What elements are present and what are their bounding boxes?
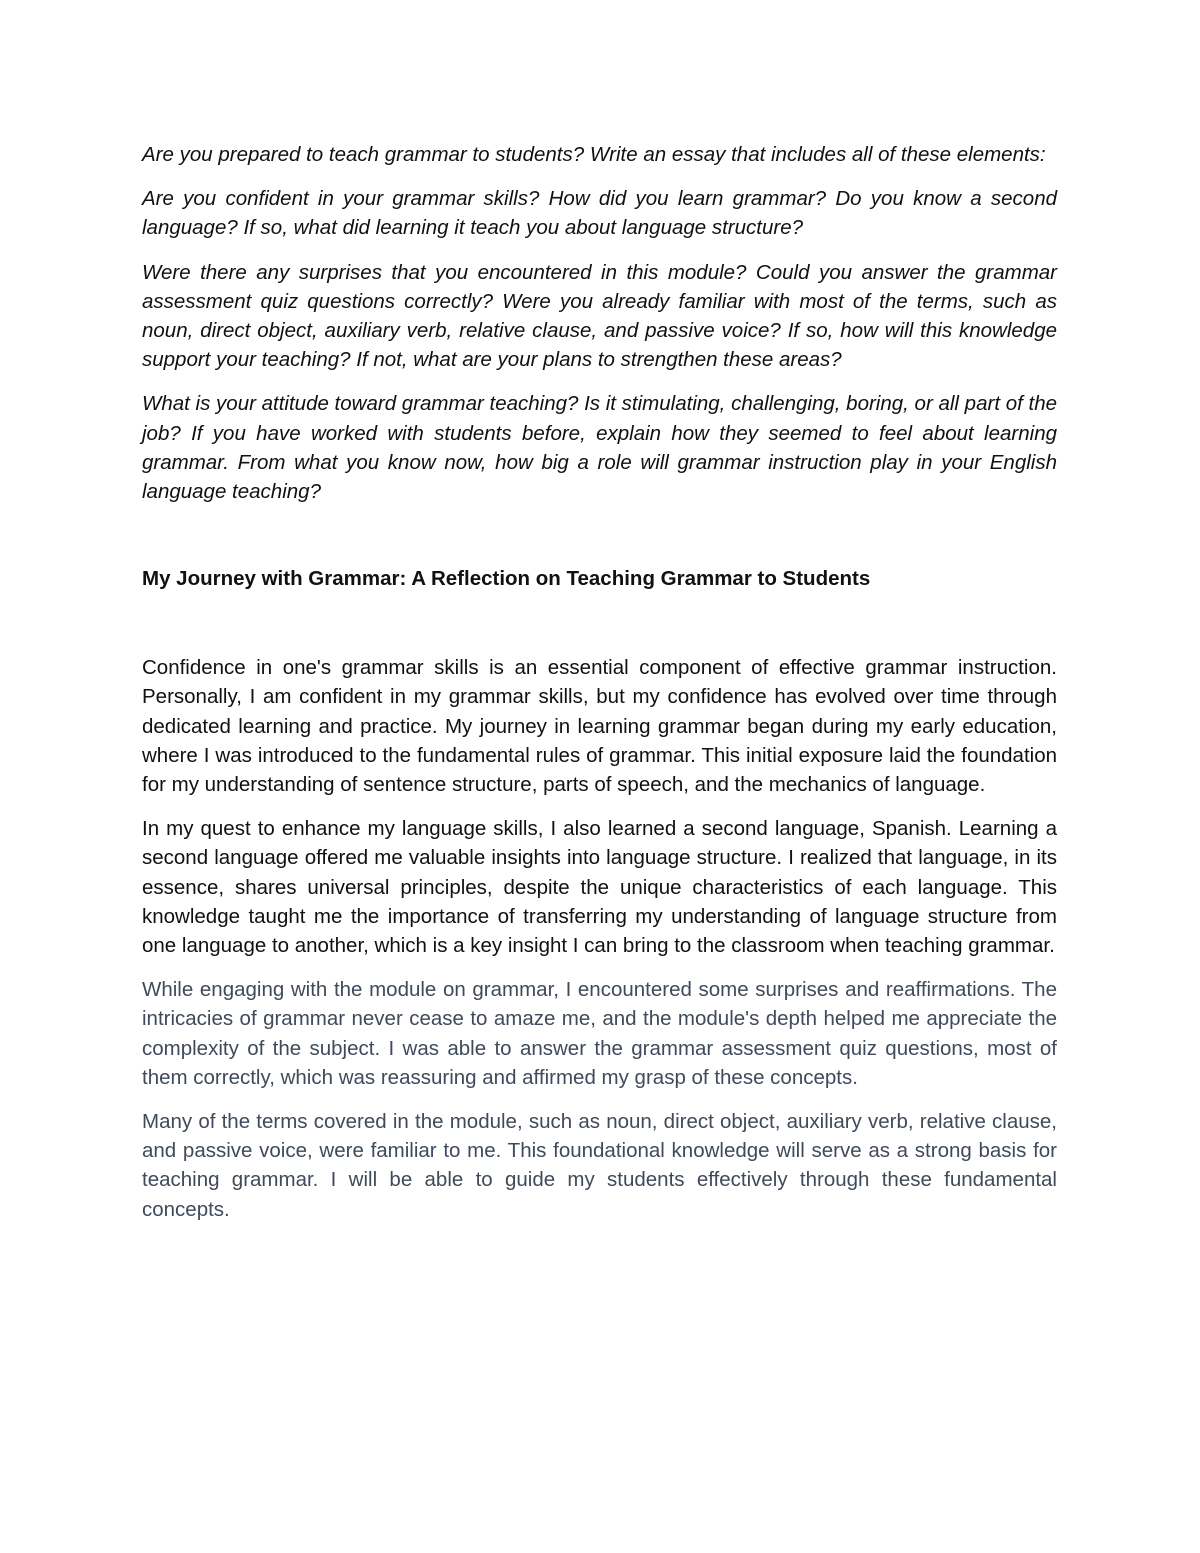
essay-paragraph: While engaging with the module on grammar, I encountered some surprises and reaffirmations. The intricacies of grammar never cease to amaze me, and the module's depth helped me appreciate the complexity of the subject. I was able to answer the grammar assessment quiz questions, most of them correctly, which was reassuring and affirmed my grasp of these concepts. [142, 978, 1057, 1089]
essay-title: My Journey with Grammar: A Reflection on Teaching Grammar to Students [142, 567, 871, 591]
prompt-paragraph: Are you confident in your grammar skills? How did you learn grammar? Do you know a second language? If so, what did learning it teach you about language structure? [142, 187, 1057, 240]
essay-paragraph: Many of the terms covered in the module, such as noun, direct object, auxiliary verb, relative clause, and passive voice, were familiar to me. This foundational knowledge will serve as a strong basis for teaching grammar. I will be able to guide my students effectively through these fundamental concepts. [142, 1110, 1057, 1221]
essay-body [142, 653, 1057, 1224]
essay-paragraph: In my quest to enhance my language skills, I also learned a second language, Spanish. Learning a second language offered me valuable insights into language structure. I realized that language, in its essence, shares universal principles, despite the unique characteristics of each language. This knowledge taught me the importance of transferring my understanding of language structure from one language to another, which is a key insight I can bring to the classroom when teaching grammar. [142, 817, 1057, 958]
essay-paragraph: Confidence in one's grammar skills is an essential component of effective grammar instruction. Personally, I am confident in my grammar skills, but my confidence has evolved over time through dedicated learning and practice. My journey in learning grammar began during my early education, where I was introduced to the fundamental rules of grammar. This initial exposure laid the foundation for my understanding of sentence structure, parts of speech, and the mechanics of language. [142, 656, 1057, 797]
document-page [142, 140, 1057, 1239]
prompt-paragraph: Are you prepared to teach grammar to students? Write an essay that includes all of these elements: [142, 143, 1046, 166]
prompt-paragraph: What is your attitude toward grammar teaching? Is it stimulating, challenging, boring, or all part of the job? If you have worked with students before, explain how they seemed to feel about learning grammar. From what you know now, how big a role will grammar instruction play in your English language teaching? [142, 392, 1057, 504]
prompt-paragraph: Were there any surprises that you encountered in this module? Could you answer the grammar assessment quiz questions correctly? Were you already familiar with most of the terms, such as noun, direct object, auxiliary verb, relative clause, and passive voice? If so, how will this knowledge support your teaching? If not, what are your plans to strengthen these areas? [142, 260, 1057, 372]
assignment-prompt [142, 140, 1057, 506]
